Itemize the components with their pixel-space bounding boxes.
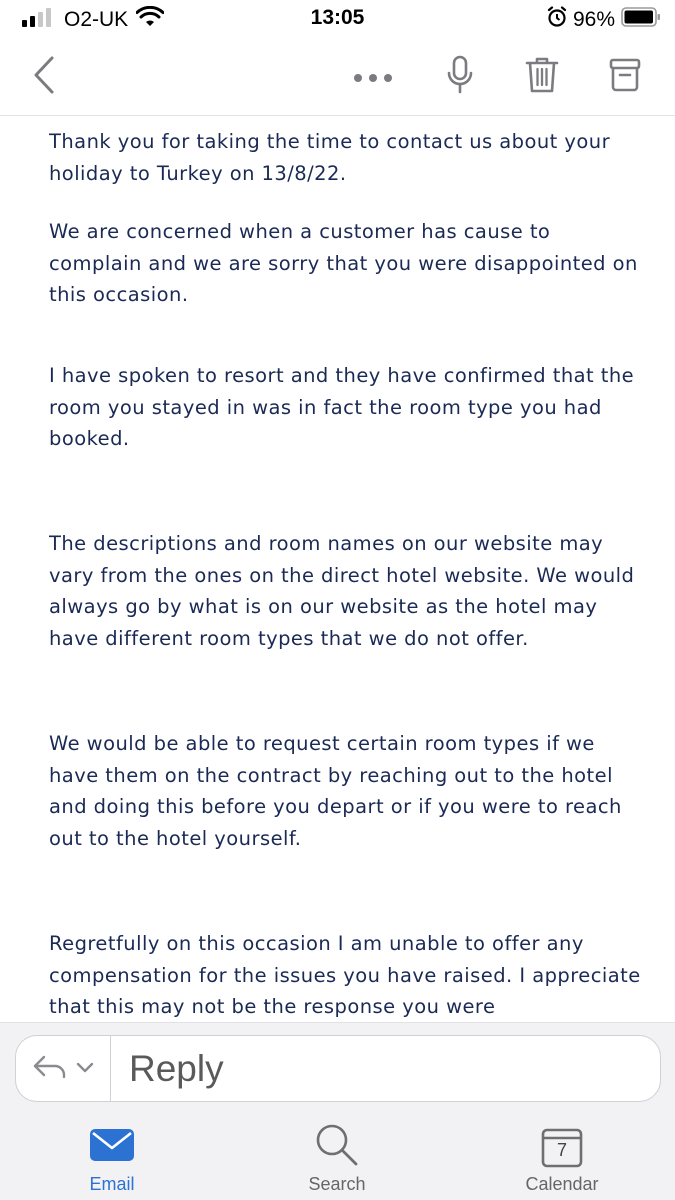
delete-button[interactable] [520, 38, 564, 116]
reply-box [15, 1035, 661, 1102]
tab-calendar[interactable] [482, 1124, 642, 1200]
tab-email[interactable] [32, 1124, 192, 1200]
clock: 13:05 [310, 6, 365, 29]
reply-options-button[interactable] [16, 1036, 111, 1101]
battery-percent: 96% [572, 8, 615, 31]
envelope-icon [89, 1128, 135, 1166]
carrier-name: O2-UK [64, 8, 129, 31]
email-paragraph: Thank you for taking the time to contact us about your holiday to Turkey on 13/8/22. [49, 130, 611, 185]
archive-button[interactable] [604, 38, 646, 116]
email-paragraph: We are concerned when a customer has cause to complain and we are sorry that you were disappointed on this occasion. [49, 220, 638, 306]
reply-input[interactable] [129, 1048, 629, 1090]
calendar-icon [541, 1126, 583, 1168]
message-toolbar [0, 38, 675, 116]
tab-label: Email [89, 1174, 135, 1194]
more-button[interactable] [350, 38, 396, 116]
battery-icon [621, 7, 661, 33]
tab-label: Search [308, 1174, 366, 1194]
chevron-down-icon [76, 1059, 94, 1078]
trash-icon [525, 56, 559, 98]
tab-search[interactable] [257, 1124, 417, 1200]
email-body [49, 124, 649, 1024]
tab-bar [0, 1114, 675, 1200]
dictate-button[interactable] [440, 38, 480, 116]
chevron-left-icon [32, 55, 56, 99]
more-horizontal-icon [353, 68, 393, 87]
search-icon [315, 1123, 359, 1171]
reply-bar [0, 1022, 675, 1114]
back-button[interactable] [22, 38, 66, 116]
reply-arrow-icon [32, 1054, 68, 1084]
email-paragraph: We would be able to request certain room types if we have them on the contract by reaching out to the hotel and doing this before you depart or if you were to reach out to the hotel yourself. [49, 732, 622, 850]
alarm-icon [547, 6, 567, 34]
tab-label: Calendar [525, 1174, 599, 1194]
microphone-icon [446, 55, 474, 99]
archive-icon [609, 58, 641, 96]
email-paragraph: I have spoken to resort and they have confirmed that the room you stayed in was in fact the room type you had booked. [49, 364, 635, 450]
email-paragraph: Regretfully on this occasion I am unable to offer any compensation for the issues you have raised. I appreciate that this may not be the response you were [49, 932, 641, 1018]
email-paragraph: The descriptions and room names on our website may vary from the ones on the direct hotel website. We would always go by what is on our website as the hotel may have different room types that we do not offer. [49, 532, 635, 650]
calendar-day: 7 [556, 1140, 567, 1160]
status-bar [0, 0, 675, 38]
status-right [547, 6, 661, 34]
